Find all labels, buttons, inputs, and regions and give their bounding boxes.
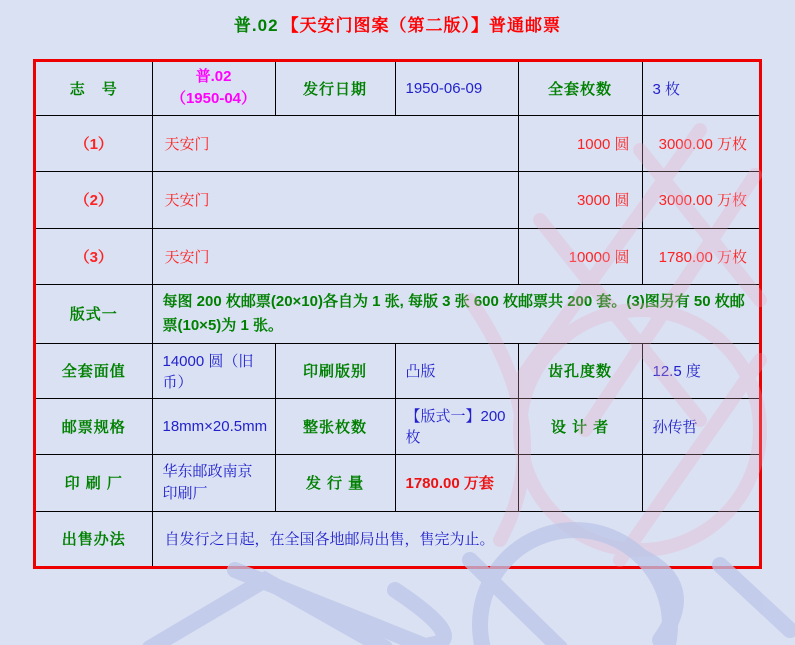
empty-cell	[642, 454, 759, 511]
stamp-denomination: 3000 圆	[518, 171, 642, 228]
stamp-denomination: 10000 圆	[518, 228, 642, 284]
stamp-number: （3）	[36, 228, 152, 284]
page-title	[0, 11, 795, 36]
stamp-quantity: 3000.00 万枚	[642, 171, 759, 228]
table-row	[36, 62, 759, 115]
stamp-size-value: 18mm×20.5mm	[152, 398, 275, 454]
empty-cell	[518, 454, 642, 511]
set-count-value: 3 枚	[642, 62, 759, 115]
perforation-value: 12.5 度	[642, 343, 759, 398]
title-text: 【天安门图案（第二版）】普通邮票	[281, 16, 562, 35]
label-printer: 印 刷 厂	[36, 454, 152, 511]
label-catalog-number: 志 号	[36, 62, 152, 115]
table-row	[36, 398, 759, 454]
designer-value: 孙传哲	[642, 398, 759, 454]
stamp-number: （2）	[36, 171, 152, 228]
table-row	[36, 115, 759, 171]
stamp-number: （1）	[36, 115, 152, 171]
table-row	[36, 511, 759, 566]
label-stamp-size: 邮票规格	[36, 398, 152, 454]
table-row	[36, 284, 759, 343]
label-issue-date: 发行日期	[275, 62, 395, 115]
face-value: 14000 圆（旧币）	[152, 343, 275, 398]
catalog-number-value	[152, 62, 275, 115]
issue-quantity-value: 1780.00 万套	[395, 454, 518, 511]
catalog-number-line1: 普.02	[195, 68, 232, 86]
label-print-type: 印刷版别	[275, 343, 395, 398]
stamp-quantity: 3000.00 万枚	[642, 115, 759, 171]
table-row	[36, 343, 759, 398]
label-issue-quantity: 发 行 量	[275, 454, 395, 511]
catalog-number-line2: （1950-04）	[170, 90, 257, 108]
printer-value: 华东邮政南京印刷厂	[152, 454, 275, 511]
stamp-name: 天安门	[152, 171, 518, 228]
stamp-name: 天安门	[152, 228, 518, 284]
label-set-count: 全套枚数	[518, 62, 642, 115]
label-designer: 设 计 者	[518, 398, 642, 454]
label-sheet-count: 整张枚数	[275, 398, 395, 454]
label-face-value: 全套面值	[36, 343, 152, 398]
table-row	[36, 171, 759, 228]
print-type-value: 凸版	[395, 343, 518, 398]
label-format: 版式一	[36, 284, 152, 343]
table-row	[36, 454, 759, 511]
format-description: 每图 200 枚邮票(20×10)各自为 1 张, 每版 3 张 600 枚邮票共 200 套。(3)图另有 50 枚邮票(10×5)为 1 张。	[152, 284, 759, 343]
sale-method-text: 自发行之日起，在全国各地邮局出售，售完为止。	[152, 511, 759, 566]
label-perforation: 齿孔度数	[518, 343, 642, 398]
stamp-denomination: 1000 圆	[518, 115, 642, 171]
label-sale-method: 出售办法	[36, 511, 152, 566]
stamp-quantity: 1780.00 万枚	[642, 228, 759, 284]
stamp-name: 天安门	[152, 115, 518, 171]
table-row	[36, 228, 759, 284]
stamp-info-table	[33, 59, 762, 569]
catalog-prefix: 普.02	[233, 16, 279, 35]
issue-date-value: 1950-06-09	[395, 62, 518, 115]
sheet-count-value: 【版式一】200 枚	[395, 398, 518, 454]
